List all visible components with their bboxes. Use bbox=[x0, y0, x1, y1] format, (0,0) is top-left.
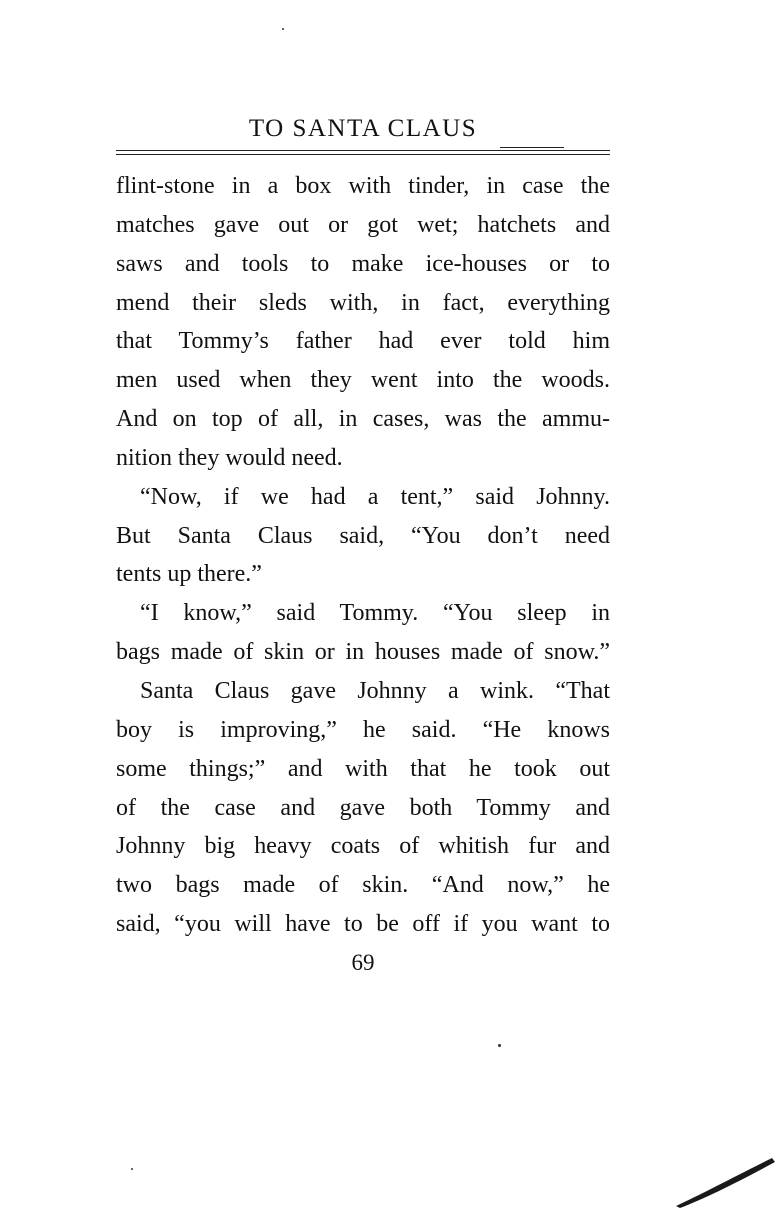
pen-stroke-mark bbox=[672, 1150, 777, 1210]
header-rule-top bbox=[116, 150, 610, 151]
text-line: some things;” and with that he took out bbox=[116, 755, 610, 782]
scan-speck bbox=[131, 1168, 133, 1170]
header-rule-fragment bbox=[500, 147, 564, 148]
text-line: bags made of skin or in houses made of snow.” bbox=[116, 639, 610, 666]
text-line: “Now, if we had a tent,” said Johnny. bbox=[140, 483, 610, 510]
body-text bbox=[116, 167, 610, 944]
text-line: mend their sleds with, in fact, everything bbox=[116, 289, 610, 316]
text-line: “I know,” said Tommy. “You sleep in bbox=[140, 600, 610, 627]
text-line: flint-stone in a box with tinder, in case the bbox=[116, 173, 610, 199]
text-line: nition they would need. bbox=[116, 444, 343, 471]
text-line: of the case and gave both Tommy and bbox=[116, 794, 610, 821]
text-line: saws and tools to make ice-houses or to bbox=[116, 250, 610, 277]
text-line: boy is improving,” he said. “He knows bbox=[116, 716, 610, 743]
text-line: And on top of all, in cases, was the ammu- bbox=[116, 406, 610, 433]
header-rule-bottom bbox=[116, 154, 610, 155]
text-line: But Santa Claus said, “You don’t need bbox=[116, 522, 610, 549]
text-line: tents up there.” bbox=[116, 561, 262, 588]
text-line: two bags made of skin. “And now,” he bbox=[116, 872, 610, 899]
text-line: matches gave out or got wet; hatchets and bbox=[116, 211, 610, 238]
text-line: that Tommy’s father had ever told him bbox=[116, 328, 610, 355]
text-line: Johnny big heavy coats of whitish fur and bbox=[116, 833, 610, 860]
text-line: said, “you will have to be off if you want to bbox=[116, 911, 610, 938]
running-head: TO SANTA CLAUS bbox=[248, 115, 478, 142]
scan-speck bbox=[498, 1044, 501, 1047]
text-line: men used when they went into the woods. bbox=[116, 367, 610, 394]
page-number: 69 bbox=[351, 950, 375, 975]
text-line: Santa Claus gave Johnny a wink. “That bbox=[140, 677, 610, 704]
scan-speck bbox=[282, 28, 284, 30]
